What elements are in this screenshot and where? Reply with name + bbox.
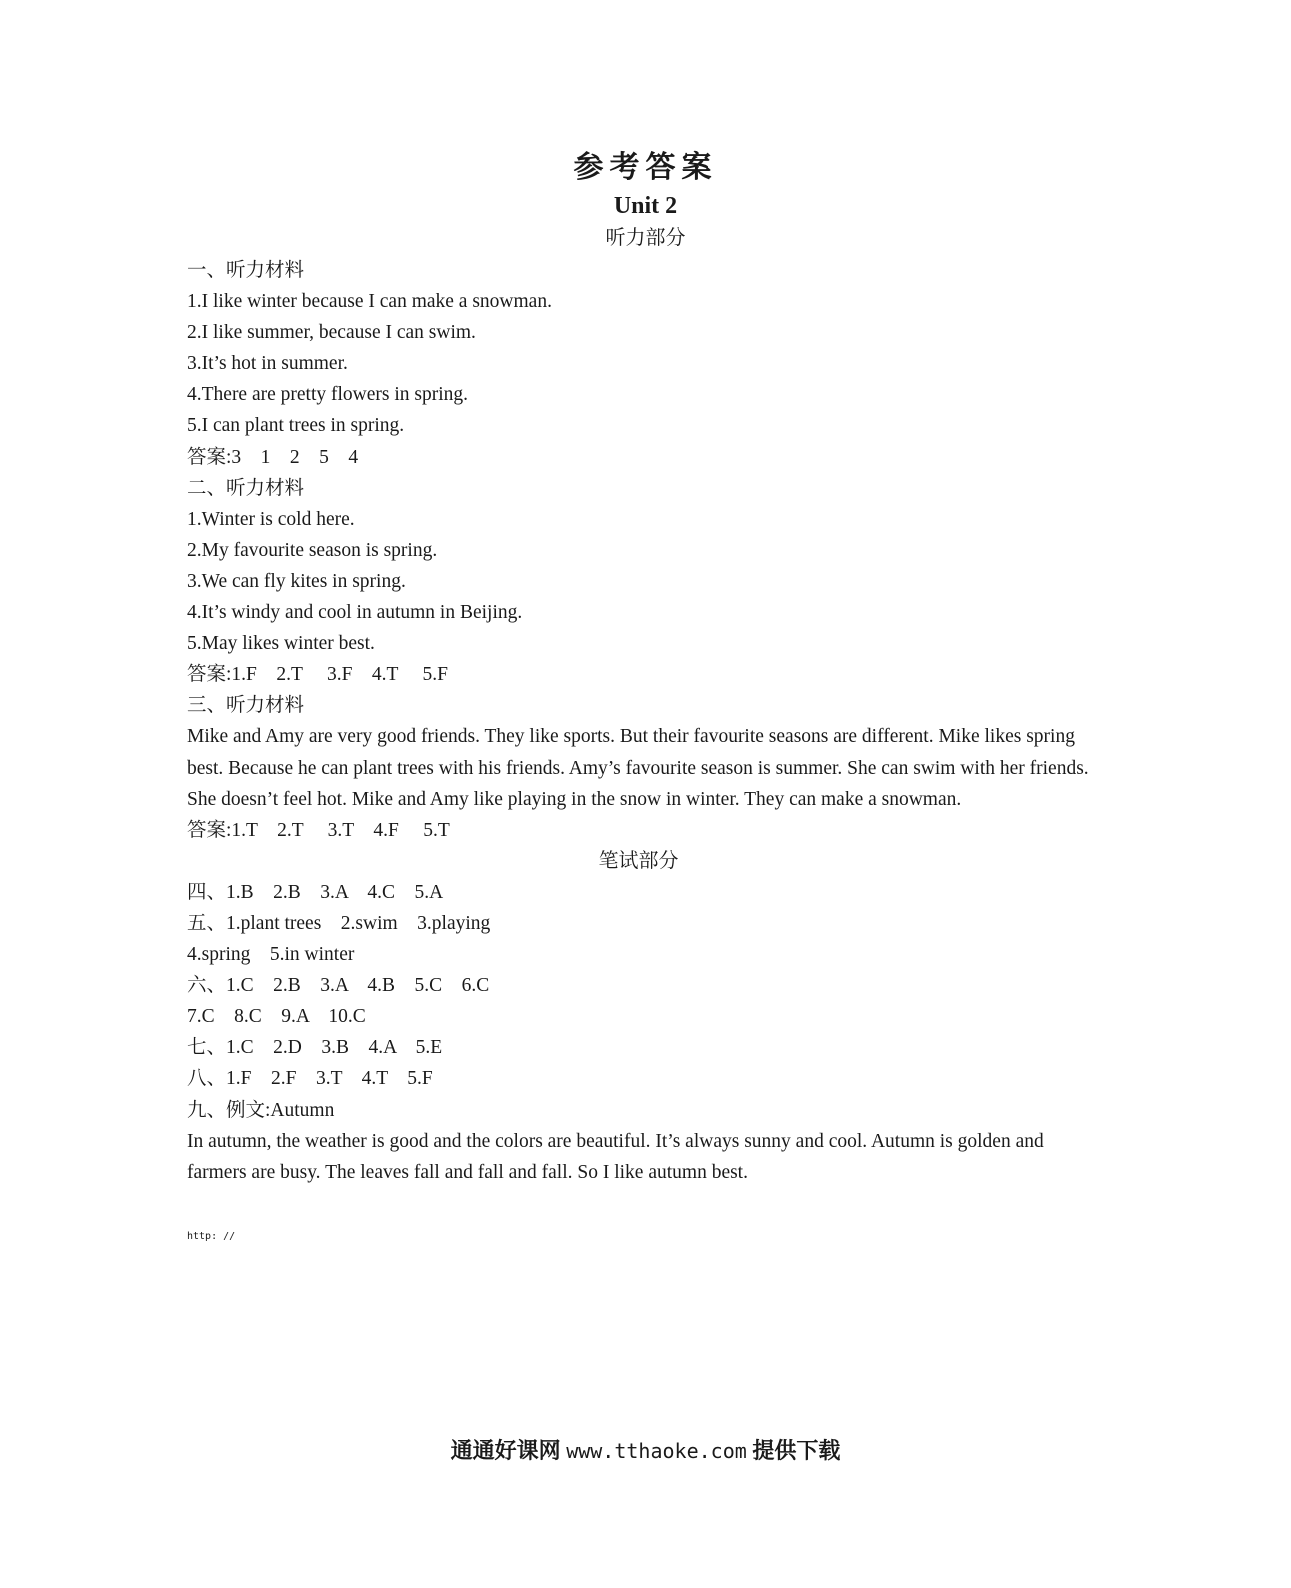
- part2-item-1: 1.Winter is cold here.: [187, 508, 355, 530]
- part3-passage: Mike and Amy are very good friends. They like sports. But their favourite seasons are different. Mike likes spring best. Because he can plant trees with his friends. Amy’s favourite season is summer. She can swim with her friends. She doesn’t feel hot. Mike and Amy like playing in the snow in winter. They can make a snowman.: [187, 726, 1089, 810]
- footer-download-text: 提供下载: [752, 1438, 841, 1463]
- footer-site-link[interactable]: www.tthaoke.com: [566, 1439, 747, 1463]
- writing-line-6: 六、1.C 2.B 3.A 4.B 5.C 6.C: [187, 975, 490, 997]
- writing-line-5: 五、1.plant trees 2.swim 3.playing: [187, 912, 491, 934]
- part1-item-3: 3.It’s hot in summer.: [187, 353, 348, 375]
- writing-line-6b: 7.C 8.C 9.A 10.C: [187, 1006, 366, 1028]
- writing-heading: 笔试部分: [598, 849, 679, 872]
- writing-line-7: 七、1.C 2.D 3.B 4.A 5.E: [187, 1037, 443, 1059]
- part3-heading: 三、听力材料: [187, 695, 305, 717]
- part1-item-1: 1.I like winter because I can make a snowman.: [187, 291, 552, 313]
- writing-line-5b: 4.spring 5.in winter: [187, 944, 355, 966]
- answer-body: [187, 255, 1102, 1188]
- part1-item-4: 4.There are pretty flowers in spring.: [187, 384, 469, 406]
- listening-heading: 听力部分: [605, 227, 686, 249]
- part2-item-4: 4.It’s windy and cool in autumn in Beijing.: [187, 602, 523, 624]
- url-text: http: //: [187, 1231, 236, 1242]
- footer-banner: [0, 1436, 1291, 1466]
- part2-item-2: 2.My favourite season is spring.: [187, 539, 438, 561]
- unit-title: Unit 2: [613, 193, 678, 219]
- writing-line-4: 四、1.B 2.B 3.A 4.C 5.A: [187, 881, 444, 903]
- page-title: 参考答案: [573, 151, 718, 184]
- part1-heading: 一、听力材料: [187, 260, 305, 281]
- part3-answer: 答案:1.T 2.T 3.T 4.F 5.T: [187, 819, 450, 841]
- part1-answer: 答案:3 1 2 5 4: [187, 446, 359, 468]
- footer-brand: 通通好课网: [450, 1438, 561, 1463]
- part2-answer: 答案:1.F 2.T 3.F 4.T 5.F: [187, 664, 448, 686]
- part1-item-5: 5.I can plant trees in spring.: [187, 415, 405, 437]
- writing-line-8: 八、1.F 2.F 3.T 4.T 5.F: [187, 1068, 433, 1090]
- part2-item-5: 5.May likes winter best.: [187, 633, 375, 655]
- part1-item-2: 2.I like summer, because I can swim.: [187, 322, 476, 344]
- essay-text: In autumn, the weather is good and the colors are beautiful. It’s always sunny and cool. Autumn is golden and farmers are busy. The leaves fall and fall and fall. So I like autumn best.: [187, 1130, 1044, 1183]
- part2-item-3: 3.We can fly kites in spring.: [187, 570, 406, 592]
- part2-heading: 二、听力材料: [187, 477, 305, 499]
- writing-line-9: 九、例文:Autumn: [187, 1099, 335, 1121]
